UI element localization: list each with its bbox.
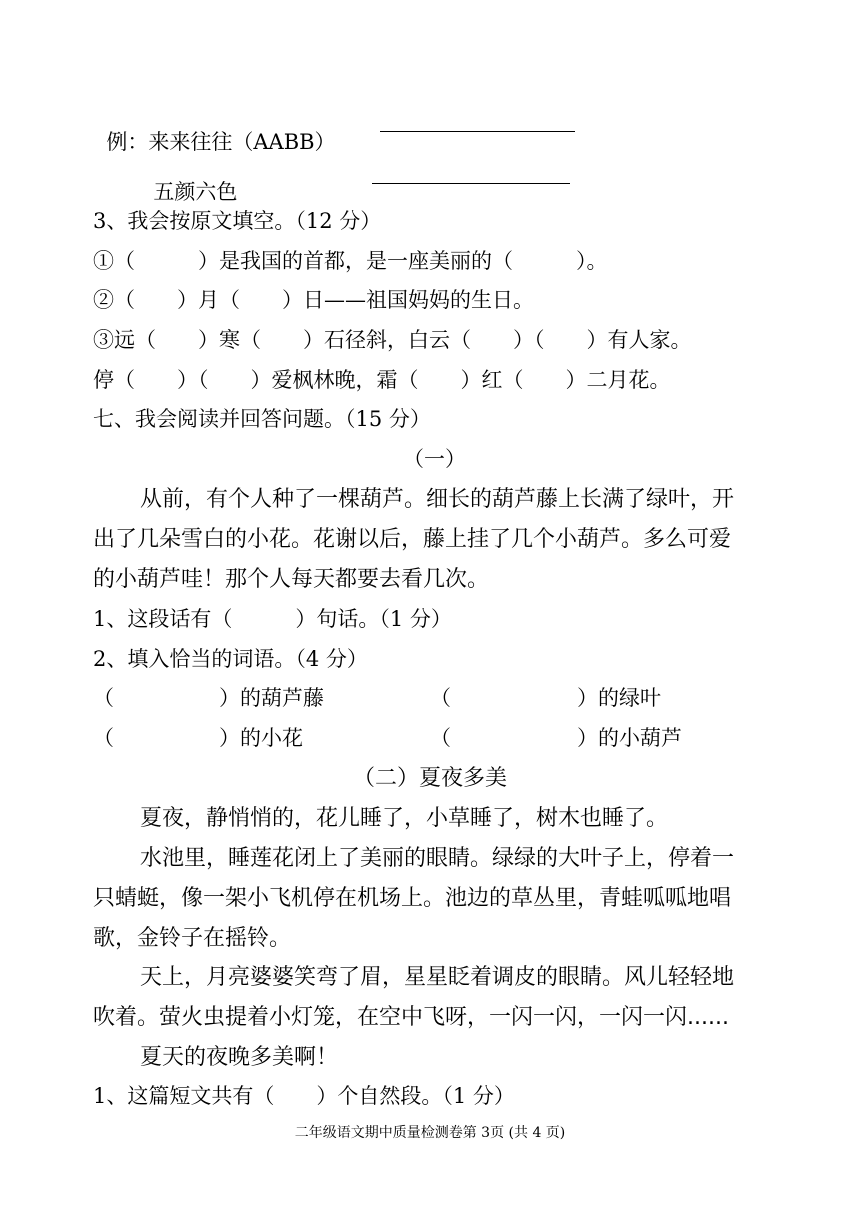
passage-2-line: 歌，金铃子在摇铃。 — [93, 926, 292, 951]
passage-1-line: 从前，有个人种了一棵葫芦。细长的葫芦藤上长满了绿叶，开 — [140, 487, 735, 512]
example-line-1 — [93, 111, 336, 153]
section-3-title: 3、我会按原文填空。（12 分） — [93, 209, 382, 233]
fill-question-2: ②（ ）月（ ）日——祖国妈妈的生日。 — [93, 288, 534, 312]
fill-word-3: （ ）的小花 — [93, 726, 303, 750]
passage-1-question-1: 1、这段话有（ ）句话。（1 分） — [93, 607, 452, 631]
example-text: 例：来来往往（AABB） — [106, 130, 336, 154]
fill-word-1: （ ）的葫芦藤 — [93, 686, 324, 710]
passage-1-line: 的小葫芦哇！那个人每天都要去看几次。 — [93, 567, 490, 592]
answer-blank-2[interactable] — [372, 183, 570, 184]
passage-2-line: 天上，月亮婆婆笑弯了眉，星星眨着调皮的眼睛。风儿轻轻地 — [140, 965, 735, 990]
passage-2-line: 吹着。萤火虫提着小灯笼，在空中飞呀，一闪一闪，一闪一闪...... — [93, 1005, 729, 1030]
passage-1-line: 出了几朵雪白的小花。花谢以后，藤上挂了几个小葫芦。多么可爱 — [93, 527, 732, 552]
passage-2-line: 只蜻蜓，像一架小飞机停在机场上。池边的草丛里，青蛙呱呱地唱 — [93, 886, 732, 911]
page-footer: 二年级语文期中质量检测卷第 3页 (共 4 页) — [294, 1125, 566, 1141]
passage-2-heading: （二）夏夜多美 — [353, 766, 508, 791]
passage-2-line: 水池里，睡莲花闭上了美丽的眼睛。绿绿的大叶子上，停着一 — [140, 846, 735, 871]
example-line-2 — [140, 161, 237, 203]
fill-question-3: ③远（ ）寒（ ）石径斜，白云（ ）（ ）有人家。 — [93, 328, 692, 352]
fill-question-3-cont: 停（ ）（ ）爱枫林晚，霜（ ）红（ ）二月花。 — [93, 368, 671, 392]
section-7-title: 七、我会阅读并回答问题。（15 分） — [93, 407, 431, 431]
fill-word-4: （ ）的小葫芦 — [430, 726, 682, 750]
passage-1-heading: （一） — [403, 447, 466, 471]
fill-question-1: ①（ ）是我国的首都，是一座美丽的（ ）。 — [93, 249, 608, 273]
passage-2-line: 夏天的夜晚多美啊！ — [140, 1045, 339, 1070]
fill-word-2: （ ）的绿叶 — [430, 686, 661, 710]
passage-2-question-1: 1、这篇短文共有（ ）个自然段。（1 分） — [93, 1084, 515, 1108]
example-word: 五颜六色 — [153, 180, 238, 204]
passage-2-line: 夏夜，静悄悄的，花儿睡了，小草睡了，树木也睡了。 — [140, 806, 669, 831]
passage-1-question-2: 2、填入恰当的词语。（4 分） — [93, 647, 368, 671]
answer-blank-1[interactable] — [380, 131, 575, 132]
